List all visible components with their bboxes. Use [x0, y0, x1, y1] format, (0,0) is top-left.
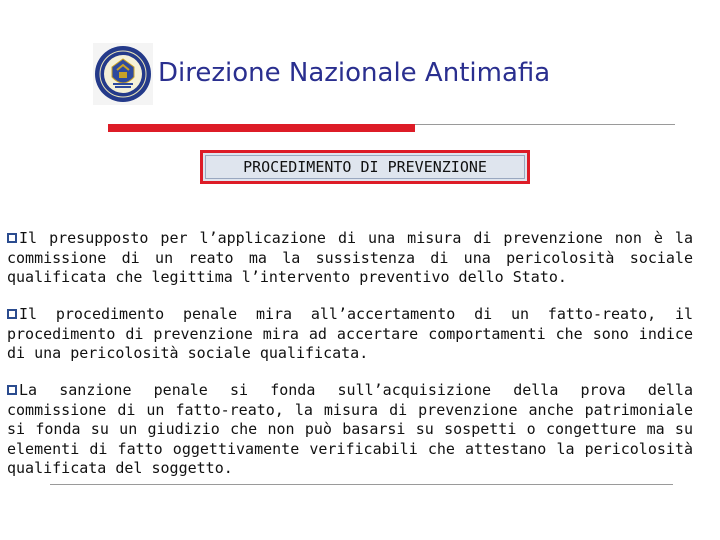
red-accent-bar [108, 124, 415, 132]
section-title-box [200, 150, 530, 184]
checkbox-bullet-icon [7, 309, 17, 319]
footer-divider [50, 484, 673, 485]
checkbox-bullet-icon [7, 233, 17, 243]
checkbox-bullet-icon [7, 385, 17, 395]
page-title: Direzione Nazionale Antimafia [158, 58, 551, 88]
paragraph-text: Il presupposto per l’applicazione di una misura di prevenzione non è la commissione di un reato ma la sussistenza di una pericolosità sociale qualificata che legittima l’intervento preventivo dello Stato. [7, 229, 693, 286]
paragraph [7, 381, 693, 479]
section-title: PROCEDIMENTO DI PREVENZIONE [243, 158, 487, 176]
header-divider [415, 124, 675, 125]
paragraph-text: Il procedimento penale mira all’accertamento di un fatto-reato, il procedimento di prevenzione mira ad accertare comportamenti che sono indice di una pericolosità sociale qualificata. [7, 305, 693, 362]
dna-seal-icon [93, 43, 153, 105]
paragraph-text: La sanzione penale si fonda sull’acquisizione della prova della commissione di un fatto-reato, la misura di prevenzione anche patrimoniale si fonda su un giudizio che non può basarsi su sospetti o congetture ma su elementi di fatto oggettivamente verificabili che attestano la pericolosità qualificata del soggetto. [7, 381, 693, 477]
paragraph [7, 229, 693, 288]
paragraph [7, 305, 693, 364]
